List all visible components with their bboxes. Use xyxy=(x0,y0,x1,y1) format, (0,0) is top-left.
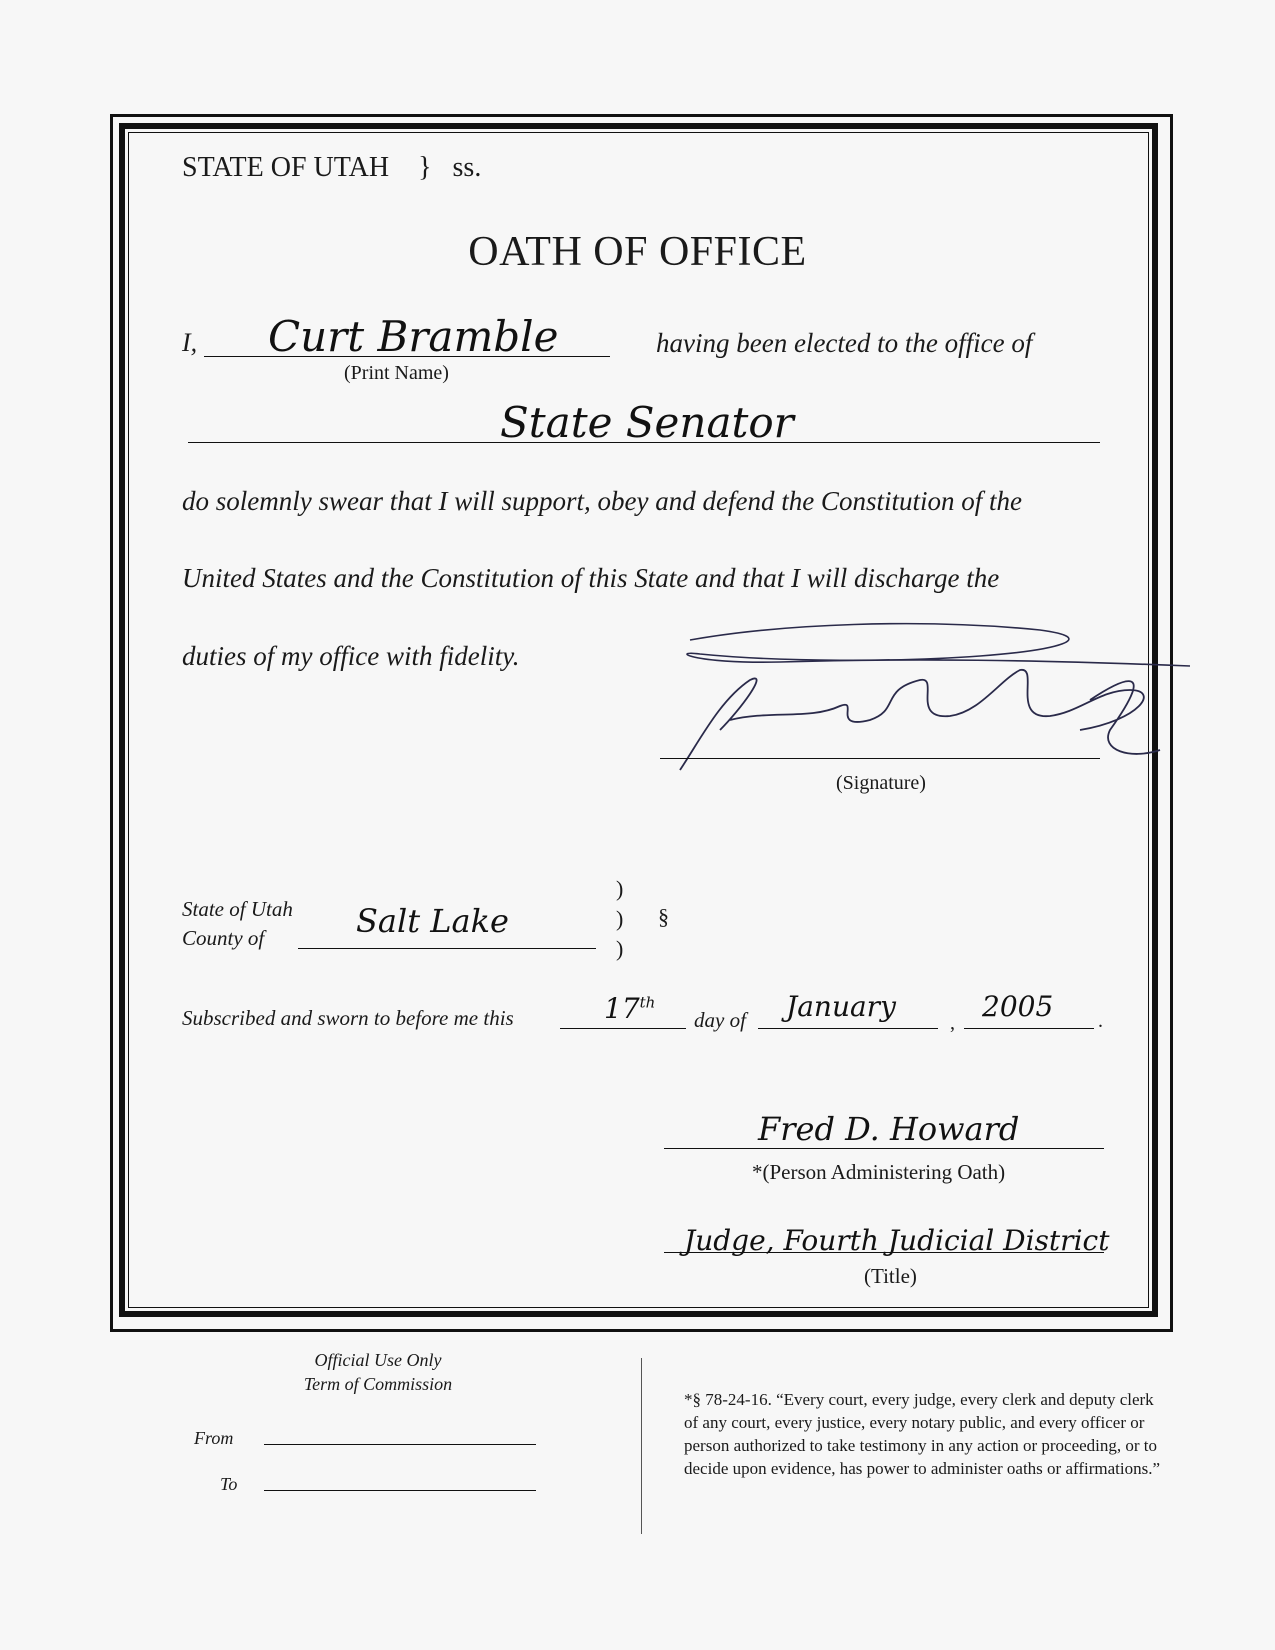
day-line xyxy=(560,1028,686,1029)
i-label: I, xyxy=(182,328,198,357)
subscribed-text: Subscribed and sworn to before me this xyxy=(182,1006,514,1030)
administrator-title: Judge, Fourth Judicial District xyxy=(684,1224,1110,1257)
title-label: (Title) xyxy=(864,1264,917,1288)
signature-line xyxy=(660,758,1100,759)
administrator-label: *(Person Administering Oath) xyxy=(752,1160,1006,1184)
year-line xyxy=(964,1028,1094,1029)
venue-county-label: County of xyxy=(182,926,265,950)
section-symbol: § xyxy=(658,904,669,929)
signature-label: (Signature) xyxy=(836,772,926,794)
term-label: Term of Commission xyxy=(303,1374,453,1394)
to-label: To xyxy=(220,1474,238,1494)
official-use-label: Official Use Only xyxy=(314,1350,442,1370)
comma: , xyxy=(950,1012,955,1034)
print-name-label: (Print Name) xyxy=(344,362,449,384)
footer-divider xyxy=(641,1358,642,1534)
signature-mark xyxy=(660,620,1200,800)
page-title: OATH OF OFFICE xyxy=(468,229,807,275)
venue-state-label: State of Utah xyxy=(182,897,293,921)
elected-text: having been elected to the office of xyxy=(656,328,1033,358)
title-line xyxy=(664,1252,1104,1253)
statute-text: *§ 78-24-16. “Every court, every judge, every clerk and deputy clerk of any court, every justice, every notary public, and every officer or person authorized to take testimony in any action or proceeding, or to decide upon evidence, has power to administer oaths or affirmations.” xyxy=(684,1390,1161,1478)
year-value: 2005 xyxy=(982,990,1054,1023)
administrator-name: Fred D. Howard xyxy=(758,1110,1020,1148)
to-line xyxy=(264,1490,536,1491)
state-header xyxy=(182,152,481,184)
county-value: Salt Lake xyxy=(356,902,509,940)
brace: } xyxy=(418,152,432,183)
office-title: State Senator xyxy=(500,398,794,447)
period: . xyxy=(1098,1010,1103,1032)
official-name: Curt Bramble xyxy=(268,312,559,361)
from-label: From xyxy=(194,1428,234,1448)
oath-line-1: do solemnly swear that I will support, obey and defend the Constitution of the xyxy=(182,486,1022,516)
oath-line-2: United States and the Constitution of this State and that I will discharge the xyxy=(182,563,1000,593)
administrator-line xyxy=(664,1148,1104,1149)
oath-line-3: duties of my office with fidelity. xyxy=(182,641,520,671)
ss-label: ss. xyxy=(452,152,482,183)
day-of-label: day of xyxy=(694,1008,746,1032)
county-line xyxy=(298,948,596,949)
venue-parens: ) ) ) xyxy=(616,876,624,961)
day-value: 17th xyxy=(604,992,656,1025)
month-line xyxy=(758,1028,938,1029)
month-value: January xyxy=(786,990,896,1023)
from-line xyxy=(264,1444,536,1445)
state-label: STATE OF UTAH xyxy=(182,152,390,183)
